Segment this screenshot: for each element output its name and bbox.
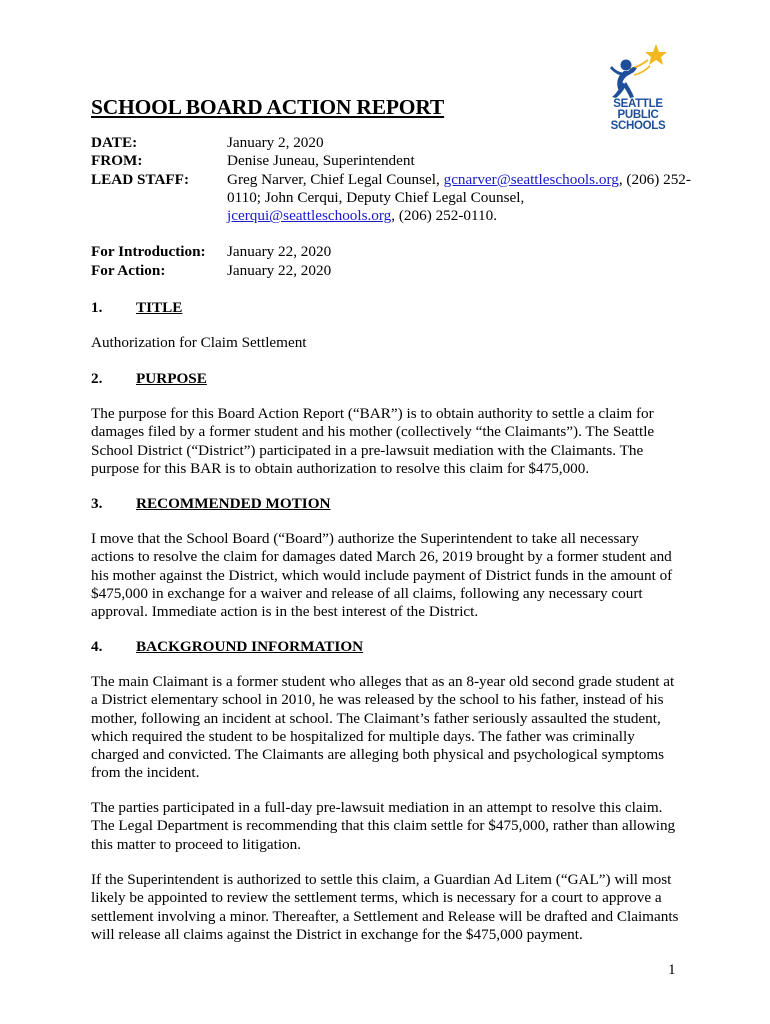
lead-staff-value	[227, 171, 691, 226]
section-1-text: Authorization for Claim Settlement	[91, 334, 307, 351]
section-1-number: 1.	[91, 299, 103, 316]
spacer	[91, 225, 691, 243]
date-label: DATE:	[91, 134, 138, 151]
from-label: FROM:	[91, 152, 143, 170]
seattle-public-schools-logo	[604, 42, 672, 142]
email-link-gcnarver[interactable]: gcnarver@seattleschools.org	[443, 170, 619, 188]
section-3-title: RECOMMENDED MOTION	[136, 495, 331, 512]
action-value: January 22, 2020	[227, 261, 332, 279]
logo-line-1: SEATTLE	[613, 98, 663, 110]
lead-staff-text-1: Greg Narver, Chief Legal Counsel,	[227, 170, 444, 188]
section-3-text: I move that the School Board (“Board”) authorize the Superintendent to take all necessary actions to resolve the claim for damages dated March 26, 2019 brought by a former student and his mother against the District, which would include payment of District funds in the amount of $475,000 in exchange for a waiver and release of all claims, following any necessary court approval. Immediate action is in the best interest of the District.	[91, 530, 673, 621]
section-2-heading	[91, 370, 207, 388]
from-value: Denise Juneau, Superintendent	[227, 152, 415, 170]
section-4-heading	[91, 638, 363, 656]
section-2-title: PURPOSE	[136, 370, 207, 387]
email-link-jcerqui[interactable]: jcerqui@seattleschools.org	[227, 207, 392, 225]
lead-staff-text-2: , (206) 252-0110; John Cerqui, Deputy Chief Legal Counsel,	[227, 170, 691, 206]
section-2-text: The purpose for this Board Action Report (“BAR”) is to obtain authority to settle a claim for damages filed by a former student and his mother (collectively “the Claimants”). The Seattle School District (“District”) participated in a pre-lawsuit mediation with the Claimants. The purpose for this BAR is to obtain authorization to resolve this claim for $475,000.	[91, 405, 655, 477]
lead-staff-label: LEAD STAFF:	[91, 170, 190, 188]
school-star-figure-icon	[604, 42, 672, 100]
section-1-title: TITLE	[136, 299, 183, 316]
report-metadata	[91, 134, 691, 280]
section-1-heading	[91, 299, 182, 317]
from-row	[91, 152, 691, 170]
introduction-row	[91, 243, 691, 261]
section-3-number: 3.	[91, 495, 103, 512]
section-2-number: 2.	[91, 370, 103, 387]
introduction-value: January 22, 2020	[227, 243, 332, 261]
logo-wordmark	[604, 99, 672, 132]
logo-line-3: SCHOOLS	[610, 120, 666, 132]
action-label: For Action:	[91, 261, 166, 279]
section-3-heading	[91, 495, 330, 513]
report-title: SCHOOL BOARD ACTION REPORT	[91, 95, 445, 119]
page-number: 1	[668, 961, 676, 978]
section-4-paragraph-2: The parties participated in a full-day pre-lawsuit mediation in an attempt to resolve this claim. The Legal Department is recommending that this claim settle for $475,000, rather than allowing this matter to proceed to litigation.	[91, 799, 676, 853]
lead-staff-text-3: , (206) 252-0110.	[391, 207, 498, 225]
introduction-label: For Introduction:	[91, 243, 206, 261]
date-row	[91, 134, 691, 152]
logo-line-2: PUBLIC	[617, 109, 659, 121]
section-4-number: 4.	[91, 638, 103, 655]
section-4-title: BACKGROUND INFORMATION	[136, 638, 364, 655]
section-4-paragraph-1: The main Claimant is a former student who alleges that as an 8-year old second grade student at a District elementary school in 2010, he was released by the school to his father, instead of his mother, following an incident at school. The Claimant’s father seriously assaulted the student, which required the student to be hospitalized for multiple days. The father was criminally charged and convicted. The Claimants are alleging both physical and psychological symptoms from the incident.	[91, 673, 675, 782]
lead-staff-row	[91, 171, 691, 226]
section-4-paragraph-3: If the Superintendent is authorized to settle this claim, a Guardian Ad Litem (“GAL”) will most likely be appointed to review the settlement terms, which is necessary for a court to approve a settlement involving a minor. Thereafter, a Settlement and Release will be drafted and Claimants will release all claims against the District in exchange for the $475,000 payment.	[91, 871, 679, 943]
action-row	[91, 262, 691, 280]
date-value: January 2, 2020	[227, 134, 324, 151]
